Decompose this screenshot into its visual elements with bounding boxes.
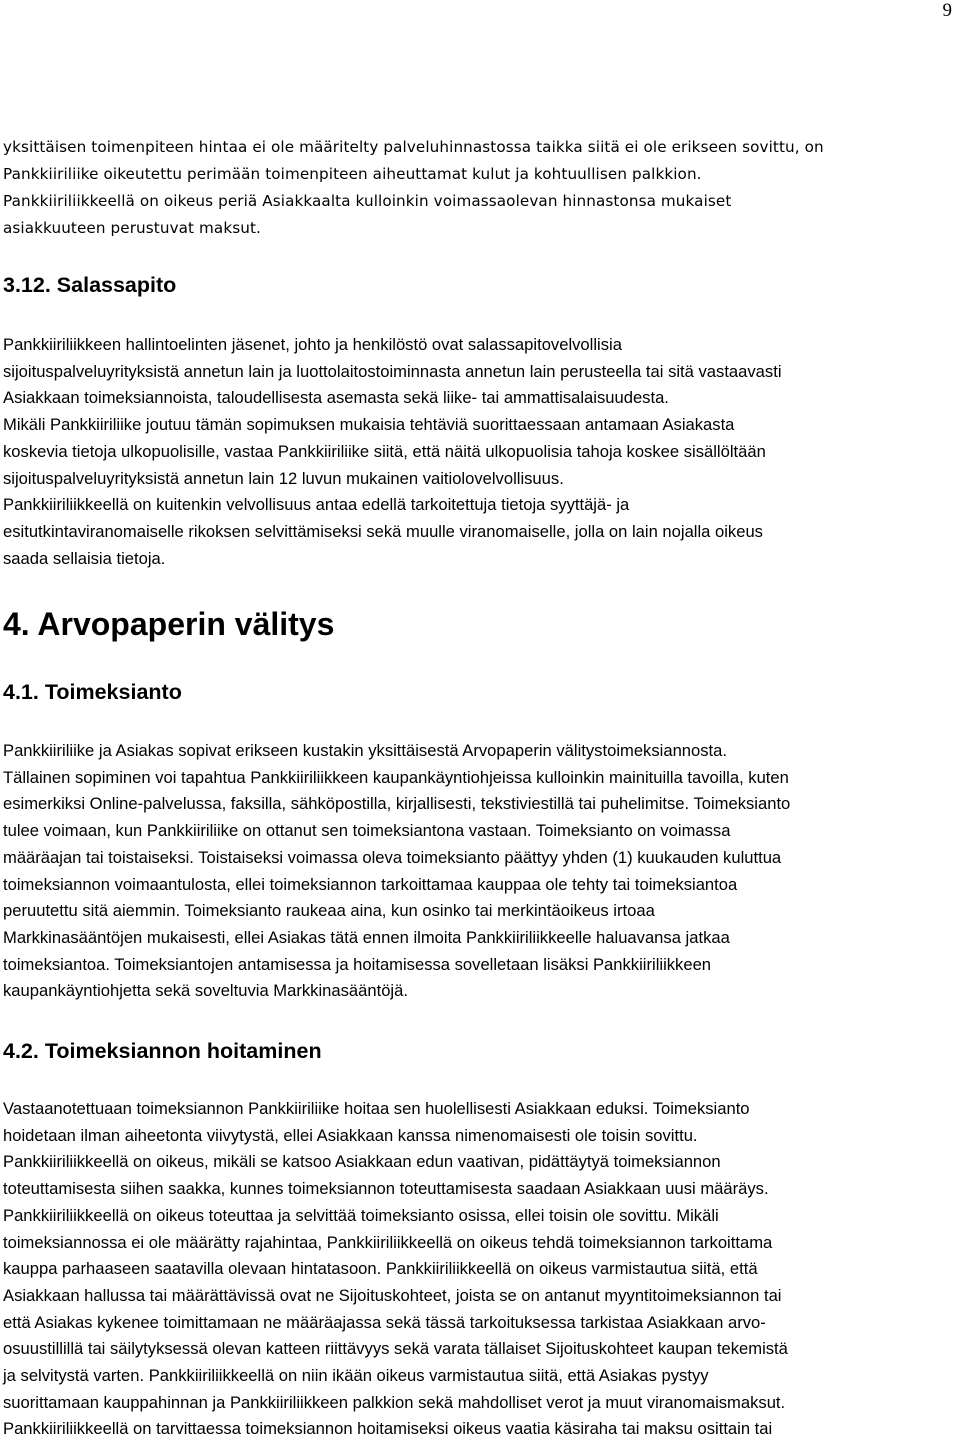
section-heading-4-2: 4.2. Toimeksiannon hoitaminen [3,1039,322,1063]
confidentiality-paragraph [3,332,782,572]
text-line: Asiakkaan hallussa tai määrättävissä ovat ne Sijoituskohteet, joista se on antanut myyntitoimeksiannon tai [3,1285,782,1305]
text-line: asiakkuuteen perustuvat maksut. [3,219,261,237]
text-line: Asiakkaan toimeksiannoista, taloudellisesta asemasta sekä liike- tai ammattisalaisuudesta. [3,388,669,408]
text-line: hoidetaan ilman aiheetonta viivytystä, ellei Asiakkaan kanssa nimenomaisesti ole toisin sovittu. [3,1125,698,1145]
text-line: Pankkiiriliikkeellä on oikeus periä Asiakkaalta kulloinkin voimassaolevan hinnastonsa mukaiset [3,192,732,210]
text-line: Pankkiiriliikkeellä on oikeus toteuttaa ja selvittää toimeksianto osissa, ellei toisin ole sovittu. Mikäli [3,1205,719,1225]
text-line: että Asiakas kykenee toimittamaan ne määräajassa sekä tässä tarkoituksessa tarkistaa Asiakkaan arvo- [3,1312,766,1332]
text-line: saada sellaisia tietoja. [3,548,166,568]
text-line: toimeksiantoa. Toimeksiantojen antamisessa ja hoitamisessa sovelletaan lisäksi Pankkiiriliikkeen [3,954,712,974]
text-line: peruutettu sitä aiemmin. Toimeksianto raukeaa aina, kun osinko tai merkintäoikeus irtoaa [3,901,655,921]
section-heading-4: 4. Arvopaperin välitys [3,606,335,642]
text-line: Markkinasääntöjen mukaisesti, ellei Asiakas tätä ennen ilmoita Pankkiiriliikkeelle haluavansa jatkaa [3,927,730,947]
text-line: toimeksiannossa ei ole määrätty rajahintaa, Pankkiiriliikkeellä on oikeus tehdä toimeksiannon tarkoittama [3,1232,773,1252]
text-line: Mikäli Pankkiiriliike joutuu tämän sopimuksen mukaisia tehtäviä suorittaessaan antamaan Asiakasta [3,415,735,435]
text-line: Pankkiiriliikkeellä on tarvittaessa toimeksiannon hoitamiseksi oikeus vaatia käsiraha tai maksu osittain tai [3,1419,773,1439]
text-line: suorittamaan kauppahinnan ja Pankkiiriliikkeen palkkion sekä mahdolliset verot ja muut viranomaismaksut. [3,1392,786,1412]
text-line: määräajan tai toistaiseksi. Toistaiseksi voimassa oleva toimeksianto päättyy yhden (1) kuukauden kuluttua [3,847,782,867]
text-line: toteuttamisesta siihen saakka, kunnes toimeksiannon toteuttamisesta saadaan Asiakkaan uusi määräys. [3,1179,769,1199]
intro-paragraph [3,134,824,242]
text-line: esitutkintaviranomaiselle rikoksen selvittämiseksi sekä muulle viranomaiselle, jolla on lain nojalla oikeus [3,521,763,541]
text-line: kaupankäyntiohjetta sekä soveltuvia Markkinasääntöjä. [3,981,408,1001]
text-line: sijoituspalveluyrityksistä annetun lain 12 luvun mukainen vaitiolovelvollisuus. [3,468,564,488]
text-line: Tällainen sopiminen voi tapahtua Pankkiiriliikkeen kaupankäyntiohjeissa kulloinkin mainituilla tavoilla, kuten [3,767,789,787]
text-line: sijoituspalveluyrityksistä annetun lain ja luottolaitostoiminnasta annetun lain perusteella tai sitä vastaavasti [3,361,782,381]
order-paragraph [3,738,790,1005]
text-line: yksittäisen toimenpiteen hintaa ei ole määritelty palveluhinnastossa taikka siitä ei ole erikseen sovittu, on [3,138,824,156]
text-line: Pankkiiriliike oikeutettu perimään toimenpiteen aiheuttamat kulut ja kohtuullisen palkkion. [3,165,702,183]
text-line: Pankkiiriliikkeen hallintoelinten jäsenet, johto ja henkilöstö ovat salassapitovelvollisia [3,335,622,354]
section-heading-4-1: 4.1. Toimeksianto [3,680,182,704]
text-line: Pankkiiriliike ja Asiakas sopivat erikseen kustakin yksittäisestä Arvopaperin välitystoimeksiannosta. [3,741,727,760]
text-line: Pankkiiriliikkeellä on kuitenkin velvollisuus antaa edellä tarkoitettuja tietoja syyttäjä- ja [3,495,630,515]
order-handling-paragraph [3,1096,788,1443]
text-line: koskevia tietoja ulkopuolisille, vastaa Pankkiiriliike siitä, että näitä ulkopuolisia tahoja koskee sisällöltään [3,441,766,461]
text-line: tulee voimaan, kun Pankkiiriliike on ottanut sen toimeksiantona vastaan. Toimeksianto on voimassa [3,821,731,841]
text-line: kauppa parhaaseen saatavilla olevaan hintatasoon. Pankkiiriliikkeellä on oikeus varmistautua siitä, että [3,1259,758,1279]
section-heading-3-12: 3.12. Salassapito [3,273,177,297]
text-line: ja selvitystä varten. Pankkiiriliikkeellä on niin ikään oikeus varmistautua siitä, että Asiakas pystyy [3,1366,709,1386]
text-line: osuustillillä tai säilytyksessä olevan katteen riittävyys sekä varata tällaiset Sijoituskohteet kaupan tekemistä [3,1339,788,1359]
text-line: Vastaanotettuaan toimeksiannon Pankkiiriliike hoitaa sen huolellisesti Asiakkaan eduksi. Toimeksianto [3,1099,750,1118]
page-number: 9 [942,0,952,21]
text-line: toimeksiannon voimaantulosta, ellei toimeksiannon tarkoittamaa kauppaa ole tehty tai toimeksiantoa [3,874,738,894]
text-line: Pankkiiriliikkeellä on oikeus, mikäli se katsoo Asiakkaan edun vaativan, pidättäytyä toimeksiannon [3,1152,721,1172]
text-line: esimerkiksi Online-palvelussa, faksilla, sähköpostilla, kirjallisesti, tekstiviestillä tai puhelimitse. Toimeksianto [3,794,791,814]
